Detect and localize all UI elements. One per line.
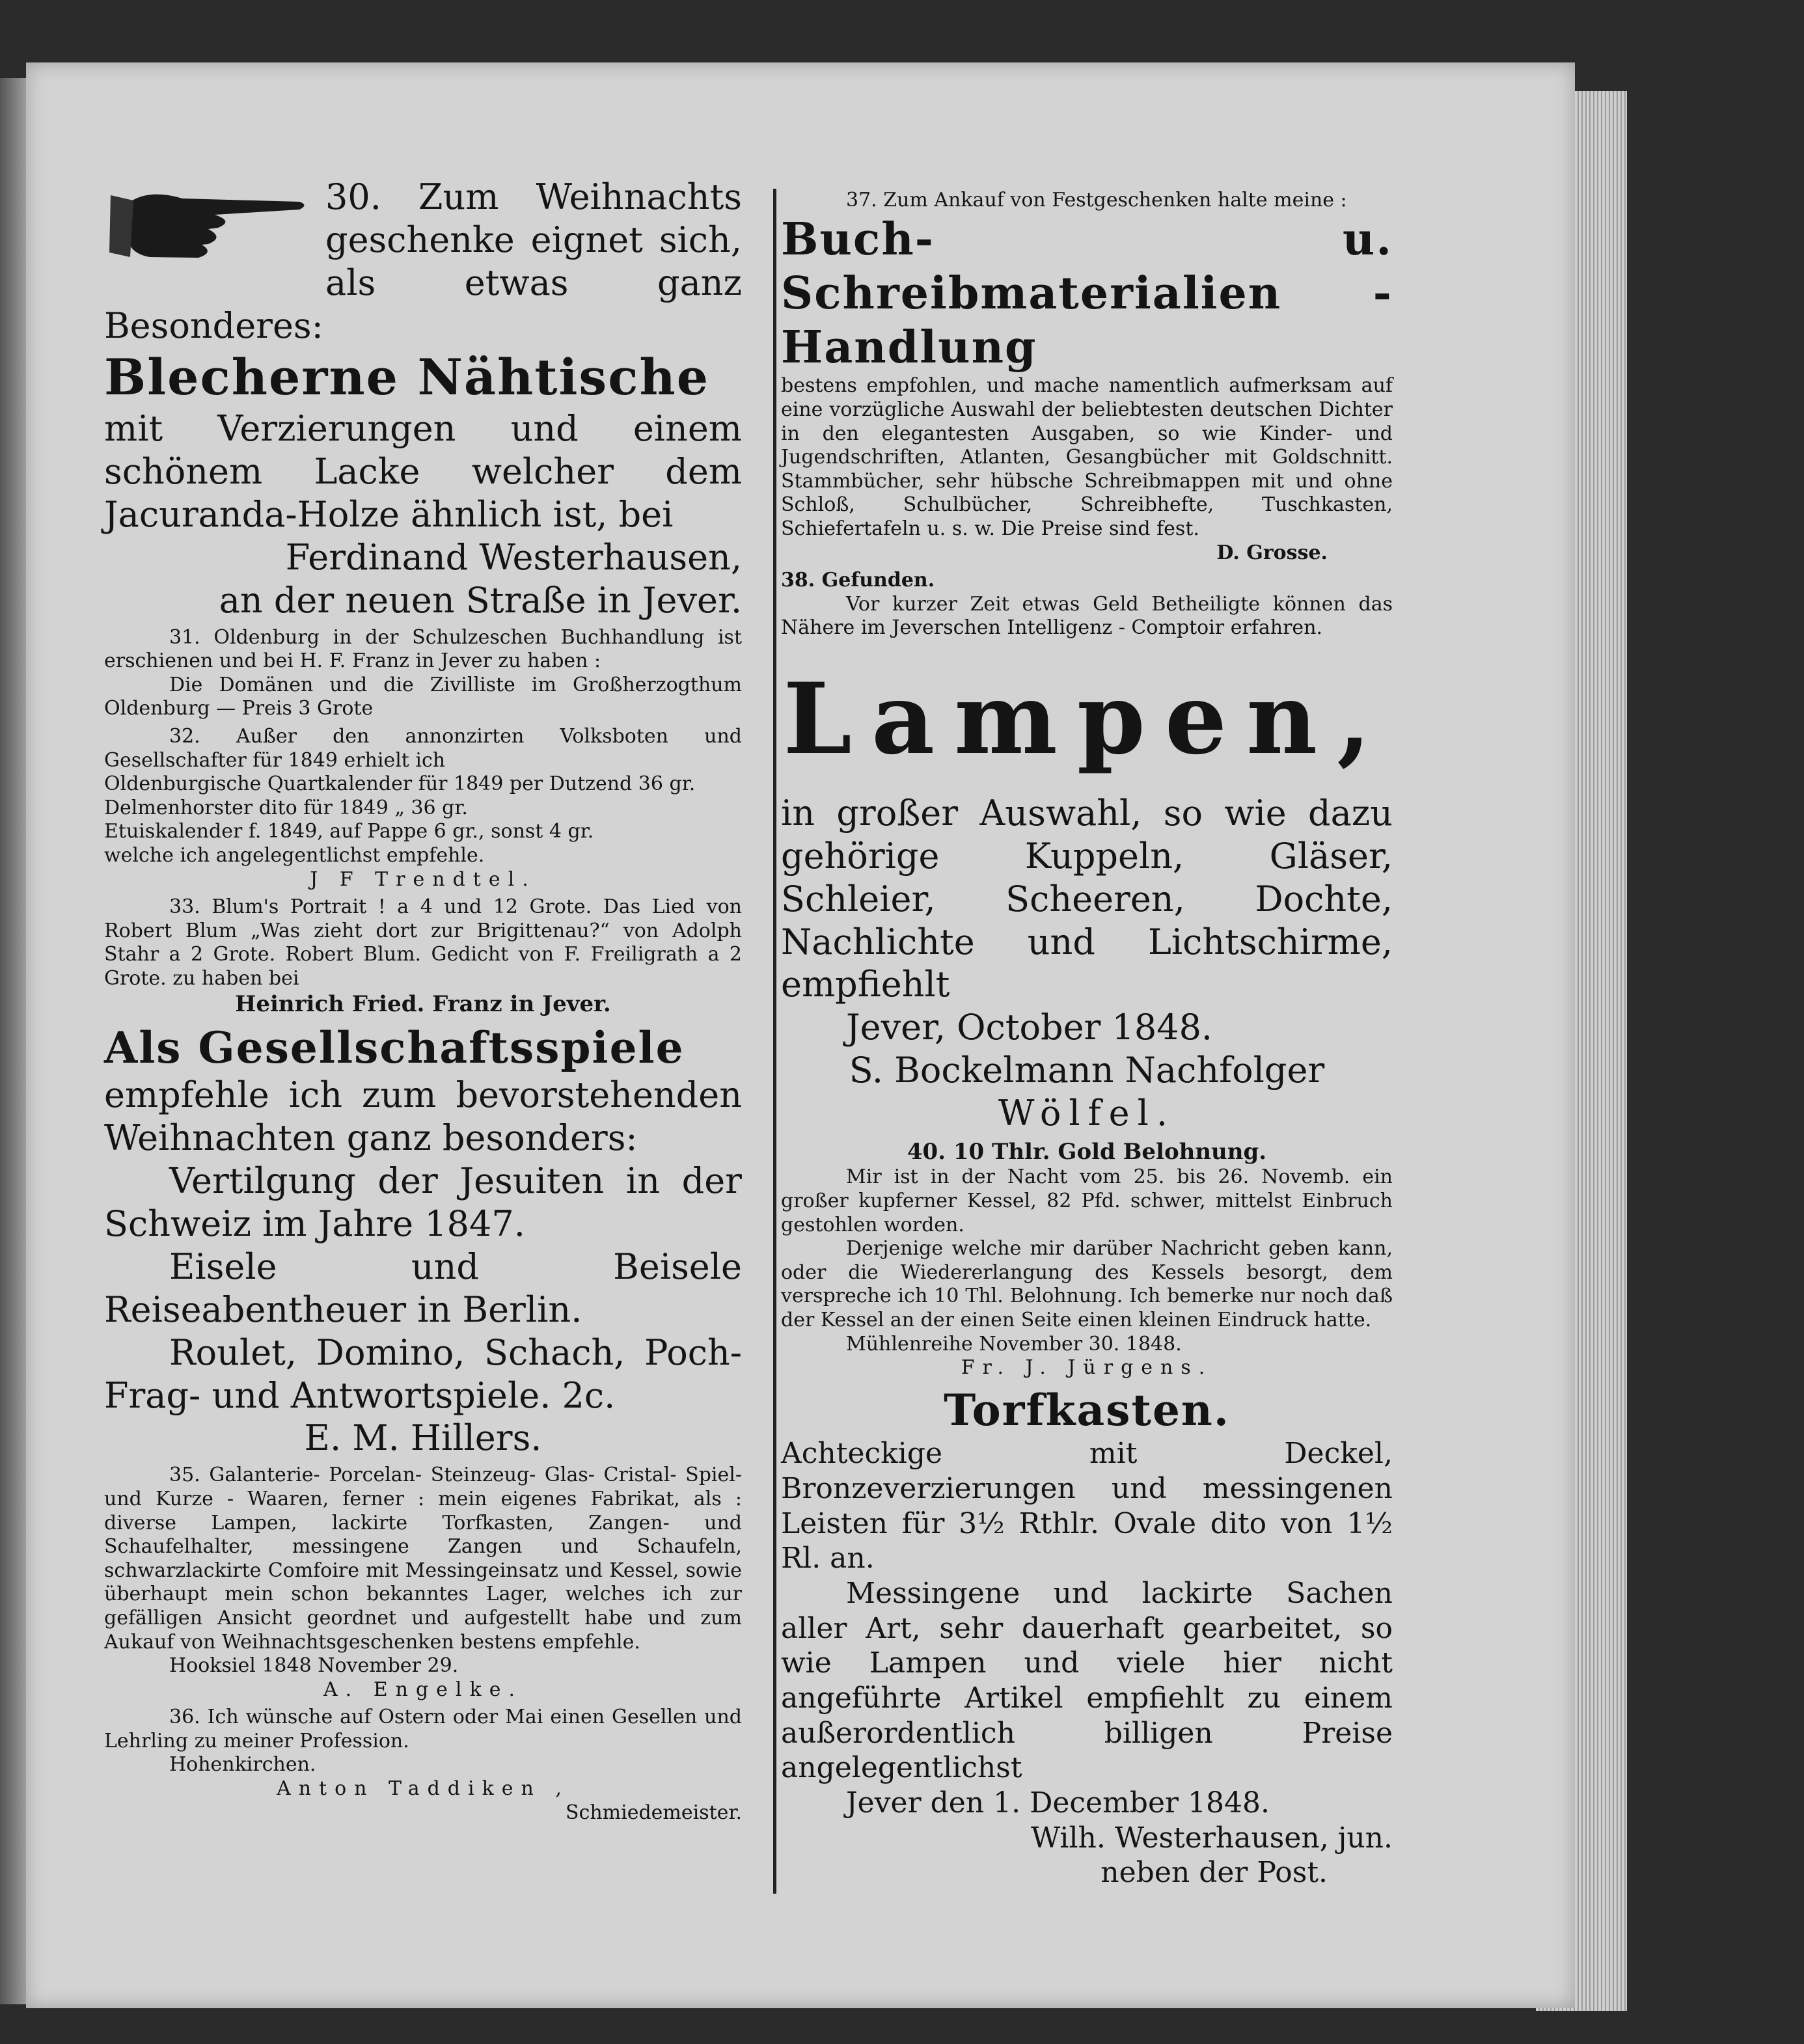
ad-34 (104, 1022, 742, 1460)
ad-36-place: Hohenkirchen. (169, 1753, 316, 1777)
ad-35-signature: A. Engelke. (323, 1678, 523, 1701)
book-gutter (0, 78, 26, 2004)
ad-38 (781, 569, 1393, 640)
ad-39-title: Lampen, (783, 661, 1391, 776)
ad-36-body: 36. Ich wünsche auf Ostern oder Mai einen Gesellen und Lehrling zu meiner Profession. (104, 1706, 742, 1752)
ad-30-heading: 30. Zum Weihnachts geschenke eignet sich, als etwas ganz Besonderes: (104, 176, 742, 346)
ad-36-role: Schmiedemeister. (565, 1801, 742, 1824)
ad-41-signature: Wilh. Westerhausen, jun. (1030, 1821, 1393, 1855)
ad-31 (104, 626, 742, 721)
ad-32-closing: welche ich angelegentlichst empfehle. (104, 843, 485, 867)
ad-30-title: Blecherne Nähtische (104, 347, 710, 406)
ad-41 (781, 1384, 1393, 1890)
ad-32-row: Oldenburgische Quartkalender für 1849 per Dutzend 36 gr. (104, 772, 696, 796)
ad-38-body: Vor kurzer Zeit etwas Geld Betheiligte können das Nähere im Jeverschen Intelligenz - Comptoir erfahren. (781, 592, 1393, 640)
ad-39-place: Jever, October 1848. (846, 1007, 1213, 1048)
pointing-hand-icon (104, 176, 312, 273)
left-column (104, 176, 742, 1825)
ad-37-title: Buch- u. Schreibmaterialien - Handlung (781, 213, 1393, 374)
ad-41-place: Jever den 1. December 1848. (846, 1786, 1270, 1820)
ad-33-body: 33. Blum's Portrait ! a 4 und 12 Grote. Das Lied von Robert Blum „Was zieht dort zur Brigittenau?“ von Adolph Stahr a 2 Grote. Robert Blum. Gedicht von F. Freiligrath a 2 Grote. zu haben bei (104, 895, 742, 990)
ad-34-game: Vertilgung der Jesuiten in der Schweiz im Jahre 1847. (104, 1160, 742, 1245)
ad-32-body: 32. Außer den annonzirten Volksboten und Gesellschafter für 1849 erhielt ich (104, 724, 742, 772)
ad-40-body-1: Mir ist in der Nacht vom 25. bis 26. Novemb. ein großer kupferner Kessel, 82 Pfd. schwer, mittelst Einbruch gestohlen worden. (781, 1165, 1393, 1236)
ad-38-heading: 38. Gefunden. (781, 569, 935, 592)
ad-30 (104, 176, 742, 622)
ad-39 (781, 660, 1393, 1135)
ad-41-body-2: Messingene und lackirte Sachen aller Art, sehr dauerhaft gearbeitet, so wie Lampen und viele hier nicht angeführte Artikel empfiehlt zu einem außerordentlich billigen Preise angelegentlichst (781, 1577, 1393, 1785)
ad-37-body: bestens empfohlen, und mache namentlich aufmerksam auf eine vorzügliche Auswahl der beliebtesten deutschen Dichter in den elegantesten Ausgaben, so wie Kinder- und Jugendschriften, Atlanten, Gesangbücher mit Goldschnitt. Stammbücher, sehr hübsche Schreibmappen mit und ohne Schloß, Schulbücher, Schreibhefte, Tuschkasten, Schiefertafeln u. s. w. Die Preise sind fest. (781, 374, 1393, 541)
ad-41-body-1: Achteckige mit Deckel, Bronzeverzierungen und messingenen Leisten für 3½ Rthlr. Ovale dito von 1½ Rl. an. (781, 1437, 1393, 1575)
ad-33-signature: Heinrich Fried. Franz in Jever. (235, 990, 611, 1017)
ad-34-game: Roulet, Domino, Schach, Poch- Frag- und Antwortspiele. 2c. (104, 1331, 742, 1416)
ad-32-row: Etuiskalender f. 1849, auf Pappe 6 gr., sonst 4 gr. (104, 820, 594, 843)
right-column (781, 189, 1393, 1890)
ad-40 (781, 1139, 1393, 1380)
ad-41-address: neben der Post. (1100, 1856, 1328, 1890)
ad-32-signature: J F Trendtel. (310, 867, 536, 891)
ad-30-name: Ferdinand Westerhausen, (285, 536, 742, 578)
ad-39-signature: S. Bockelmann Nachfolger (849, 1050, 1325, 1091)
ad-41-title: Torfkasten. (944, 1384, 1230, 1436)
ad-36 (104, 1706, 742, 1825)
ad-37 (781, 189, 1393, 565)
ad-32-row: Delmenhorster dito für 1849 „ 36 gr. (104, 796, 468, 819)
column-divider (773, 189, 776, 1894)
ad-35 (104, 1464, 742, 1702)
ad-32 (104, 725, 742, 892)
ad-40-signature: Fr. J. Jürgens. (961, 1356, 1213, 1380)
ad-33 (104, 895, 742, 1018)
ad-37-intro: 37. Zum Ankauf von Festgeschenken halte meine : (846, 189, 1347, 211)
ad-31-book: Die Domänen und die Zivilliste im Großherzogthum Oldenburg — Preis 3 Grote (104, 673, 742, 720)
ad-37-signature: D. Grosse. (1216, 541, 1328, 564)
ad-40-body-2: Derjenige welche mir darüber Nachricht geben kann, oder die Wiedererlangung des Kessels besorgt, dem verspreche ich 10 Thl. Belohnung. Ich bemerke nur noch daß der Kessel an der einen Seite einen kleinen Eindruck hatte. (781, 1237, 1393, 1332)
ad-31-body: 31. Oldenburg in der Schulzeschen Buchhandlung ist erschienen und bei H. F. Franz in Jever zu haben : (104, 625, 742, 673)
ad-39-body: in großer Auswahl, so wie dazu gehörige Kuppeln, Gläser, Schleier, Scheeren, Dochte, Nachlichte und Lichtschirme, empfiehlt (781, 792, 1393, 1005)
ad-34-game: Eisele und Beisele Reiseabentheuer in Berlin. (104, 1246, 742, 1330)
ad-34-signature: E. M. Hillers. (304, 1417, 542, 1459)
ad-36-signature: Anton Taddiken , (277, 1777, 569, 1801)
ad-35-body: 35. Galanterie- Porcelan- Steinzeug- Glas- Cristal- Spiel- und Kurze - Waaren, ferner : mein eigenes Fabrikat, als : diverse Lampen, lackirte Torfkasten, Zangen- und Schaufelhalter, messingene Zangen und Schaufeln, schwarzlackirte Comfoire mit Messingeinsatz und Kessel, sowie überhaupt mein schon bekanntes Lager, welches ich zur gefälligen Ansicht geordnet und aufgestellt habe und zum Aukauf von Weihnachtsgeschenken bestens empfehle. (104, 1464, 742, 1654)
ad-34-body: empfehle ich zum bevorstehenden Weihnachten ganz besonders: (104, 1074, 742, 1159)
ad-39-signature-2: Wölfel. (998, 1093, 1175, 1134)
ad-40-heading: 40. 10 Thlr. Gold Belohnung. (907, 1138, 1267, 1165)
ad-35-place: Hooksiel 1848 November 29. (169, 1654, 459, 1678)
ad-40-place: Mühlenreihe November 30. 1848. (846, 1332, 1182, 1356)
ad-30-body: mit Verzierungen und einem schönem Lacke welcher dem Jacuranda-Holze ähnlich ist, bei (104, 408, 742, 535)
ad-30-address: an der neuen Straße in Jever. (219, 579, 742, 621)
ad-34-title: Als Gesellschaftsspiele (104, 1022, 685, 1073)
